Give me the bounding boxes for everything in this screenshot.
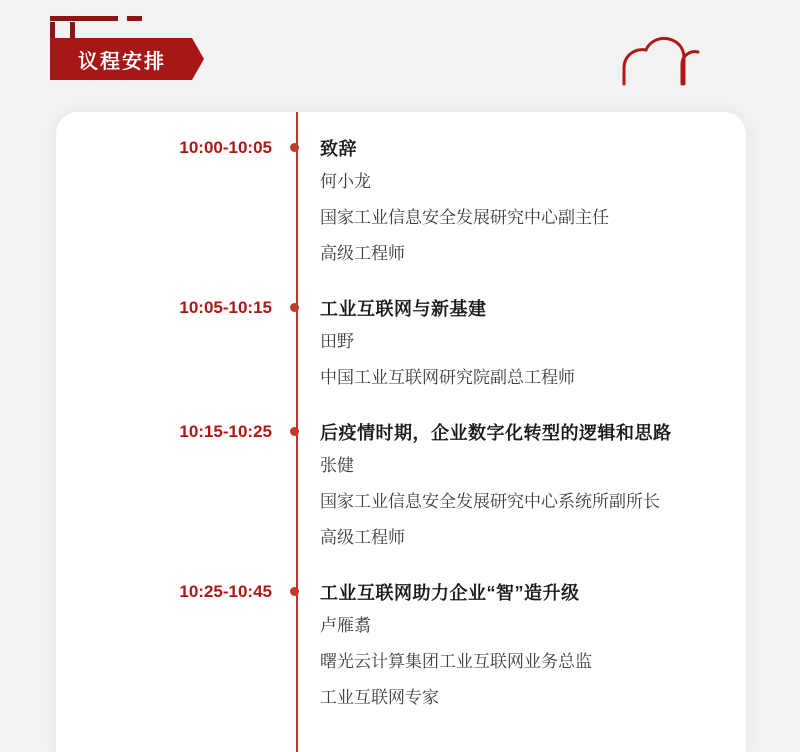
list-item [56, 578, 746, 738]
agenda-time-column [56, 134, 272, 272]
agenda-detail: 高级工程师 [320, 244, 405, 263]
timeline-marker-column [272, 294, 320, 396]
agenda-topic: 后疫情时期，企业数字化转型的逻辑和思路 [320, 423, 672, 443]
agenda-content-column [320, 294, 746, 396]
agenda-time-column [56, 418, 272, 556]
agenda-content-column [320, 418, 746, 556]
agenda-detail: 国家工业信息安全发展研究中心副主任 [320, 208, 609, 227]
list-item [56, 418, 746, 578]
agenda-topic: 工业互联网与新基建 [320, 299, 487, 319]
page-title: 议程安排 [78, 50, 166, 73]
agenda-topic: 工业互联网助力企业“智”造升级 [320, 583, 580, 603]
agenda-speaker: 张健 [320, 456, 354, 475]
cloud-outline-icon [620, 34, 740, 86]
timeline-dot-icon [290, 303, 299, 312]
bracket-horizontal-gap [118, 16, 127, 21]
list-item [56, 294, 746, 418]
section-title-ribbon [50, 38, 192, 80]
agenda-time: 10:05-10:15 [179, 298, 272, 317]
agenda-speaker: 何小龙 [320, 172, 371, 191]
page-header [0, 0, 800, 112]
bracket-horizontal-bar [50, 16, 142, 21]
agenda-detail: 国家工业信息安全发展研究中心系统所副所长 [320, 492, 660, 511]
agenda-time-column [56, 294, 272, 396]
agenda-content-column [320, 578, 746, 716]
agenda-time: 10:15-10:25 [179, 422, 272, 441]
agenda-time-column [56, 578, 272, 716]
agenda-speaker: 卢雁翥 [320, 616, 371, 635]
timeline-marker-column [272, 134, 320, 272]
timeline-dot-icon [290, 427, 299, 436]
agenda-detail: 中国工业互联网研究院副总工程师 [320, 368, 575, 387]
agenda-card [56, 112, 746, 752]
timeline-marker-column [272, 578, 320, 716]
agenda-list [56, 134, 746, 738]
timeline-dot-icon [290, 143, 299, 152]
timeline-marker-column [272, 418, 320, 556]
agenda-speaker: 田野 [320, 332, 354, 351]
agenda-detail: 曙光云计算集团工业互联网业务总监 [320, 652, 592, 671]
timeline-dot-icon [290, 587, 299, 596]
agenda-detail: 高级工程师 [320, 528, 405, 547]
agenda-detail: 工业互联网专家 [320, 688, 439, 707]
agenda-time: 10:00-10:05 [179, 138, 272, 157]
list-item [56, 134, 746, 294]
agenda-topic: 致辞 [320, 139, 357, 159]
agenda-time: 10:25-10:45 [179, 582, 272, 601]
agenda-content-column [320, 134, 746, 272]
